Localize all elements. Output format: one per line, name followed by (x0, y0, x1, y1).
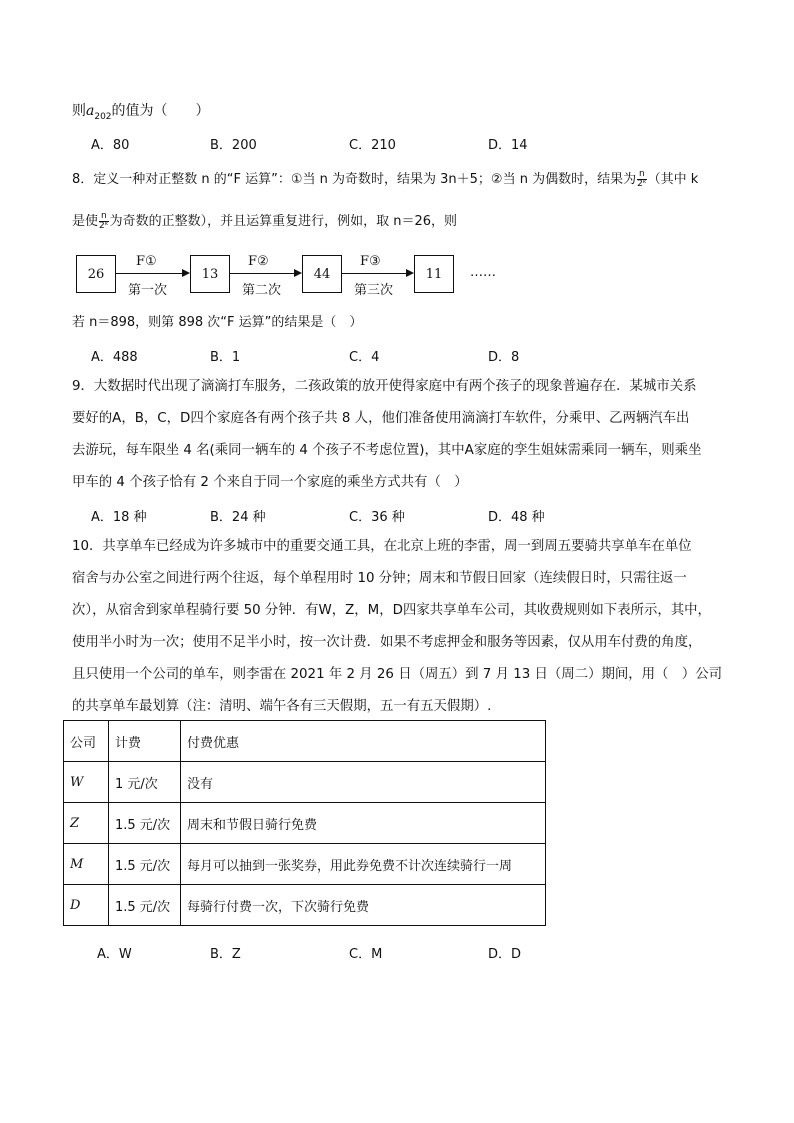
arrow-head-icon (406, 269, 414, 277)
q8-fraction-1: $\frac{n}{\text{2ᵏ}}$ (637, 169, 647, 189)
q8-option-c[interactable]: C．4 (349, 350, 380, 365)
table-row (64, 803, 546, 844)
q8-line2-start: 是使 (72, 214, 99, 229)
table-header-row (64, 721, 546, 762)
q8-line1-text: 8．定义一种对正整数 n 的“F 运算”：①当 n 为奇数时，结果为 3n＋5；②当 n 为偶数时，结果为 (72, 172, 637, 187)
q10-line-1: 10．共享单车已经成为许多城市中的重要交通工具，在北京上班的李雷，周一到周五要骑共享单车在单位 (72, 539, 692, 554)
q9-line-1: 9．大数据时代出现了滴滴打车服务，二孩政策的放开使得家庭中有两个孩子的现象普遍存在．某城市关系 (72, 379, 697, 394)
q10-line-2: 宿舍与办公室之间进行两个往返，每个单程用时 10 分钟；周末和节假日回家（连续假日时，只需往返一 (72, 571, 687, 586)
table-header-cell: 计费 (109, 721, 181, 762)
flow-arrow-3 (342, 273, 406, 274)
q8-line2-text: 为奇数的正整数），并且运算重复进行，例如，取 n＝26，则 (109, 214, 457, 229)
table-header-cell: 公司 (64, 721, 109, 762)
q9-option-d[interactable]: D．48 种 (488, 510, 545, 525)
table-cell: Z (64, 803, 109, 844)
table-cell: 1 元/次 (109, 762, 181, 803)
flow-step-2: 第二次 (242, 283, 282, 298)
q10-option-c[interactable]: C．M (349, 947, 383, 962)
q10-line-3: 次），从宿舍到家单程骑行要 50 分钟．有W，Z，M，D四家共享单车公司，其收费规则如下表所示，其中， (72, 603, 711, 618)
q9-line-4: 甲车的 4 个孩子恰有 2 个来自于同一个家庭的乘坐方式共有（ ） (72, 475, 468, 490)
flow-box-4: 11 (414, 255, 454, 293)
q8-option-b[interactable]: B．1 (210, 350, 241, 365)
flow-box-2: 13 (190, 255, 230, 293)
q7-subscript: 202 (94, 111, 112, 122)
table-cell: W (64, 762, 109, 803)
flow-step-1: 第一次 (128, 283, 168, 298)
q8-option-a[interactable]: A．488 (91, 350, 138, 365)
q8-question: 若 n＝898，则第 898 次“F 运算”的结果是（ ） (72, 315, 363, 330)
q7-option-b[interactable]: B．200 (210, 138, 257, 153)
flow-arrow-1 (116, 273, 182, 274)
fee-table (63, 720, 546, 926)
table-header-cell: 付费优惠 (181, 721, 546, 762)
table-cell: 1.5 元/次 (109, 803, 181, 844)
q7-var: a (86, 103, 95, 119)
q9-option-a[interactable]: A．18 种 (91, 510, 147, 525)
flow-arrow-2 (230, 273, 294, 274)
flow-box-3: 44 (302, 255, 342, 293)
q8-line-1 (72, 170, 698, 190)
flow-op-2: F② (248, 254, 269, 269)
q10-line-6: 的共享单车最划算（注：清明、端午各有三天假期，五一有五天假期）. (72, 699, 492, 714)
table-cell: 周末和节假日骑行免费 (181, 803, 546, 844)
table-cell: 每月可以抽到一张奖券，用此券免费不计次连续骑行一周 (181, 844, 546, 885)
q10-option-d[interactable]: D．D (488, 947, 522, 962)
q10-option-a[interactable]: A．W (97, 947, 132, 962)
table-cell: 每骑行付费一次，下次骑行免费 (181, 885, 546, 926)
q8-option-d[interactable]: D．8 (488, 350, 520, 365)
table-row (64, 844, 546, 885)
table-cell: D (64, 885, 109, 926)
q10-option-b[interactable]: B．Z (210, 947, 241, 962)
table-cell: 1.5 元/次 (109, 885, 181, 926)
flow-op-3: F③ (360, 254, 381, 269)
q7-tail-line (72, 101, 210, 127)
q10-line-5: 且只使用一个公司的单车，则李雷在 2021 年 2 月 26 日（周五）到 7 月 13 日（周二）期间，用（ ）公司 (72, 667, 722, 682)
q8-line-2 (72, 212, 457, 232)
arrow-head-icon (182, 269, 190, 277)
table-cell: 1.5 元/次 (109, 844, 181, 885)
q8-fraction-2: $\frac{n}{\text{2ᵏ}}$ (99, 211, 109, 231)
flow-box-1: 26 (76, 255, 116, 293)
q9-line-2: 要好的A，B，C，D四个家庭各有两个孩子共 8 人，他们准备使用滴滴打车软件，分乘甲、乙两辆汽车出 (72, 411, 690, 426)
q8-line1-tail: （其中 k (647, 172, 699, 187)
table-cell: M (64, 844, 109, 885)
q7-tail-suffix: 的值为（ ） (111, 103, 210, 119)
table-row (64, 762, 546, 803)
q7-option-a[interactable]: A．80 (91, 138, 130, 153)
q9-option-c[interactable]: C．36 种 (349, 510, 405, 525)
q7-option-d[interactable]: D．14 (488, 138, 528, 153)
flow-step-3: 第三次 (354, 283, 394, 298)
q7-tail-prefix: 则 (72, 103, 86, 119)
table-cell: 没有 (181, 762, 546, 803)
q10-line-4: 使用半小时为一次；使用不足半小时，按一次计费．如果不考虑押金和服务等因素，仅从用车付费的角度， (72, 635, 702, 650)
q9-line-3: 去游玩，每车限坐 4 名(乘同一辆车的 4 个孩子不考虑位置)，其中A家庭的孪生姐妹需乘同一辆车，则乘坐 (72, 443, 702, 458)
arrow-head-icon (294, 269, 302, 277)
q7-option-c[interactable]: C．210 (349, 138, 396, 153)
q9-option-b[interactable]: B．24 种 (210, 510, 266, 525)
flow-op-1: F① (136, 254, 157, 269)
flow-ellipsis: …… (470, 265, 496, 280)
table-row (64, 885, 546, 926)
